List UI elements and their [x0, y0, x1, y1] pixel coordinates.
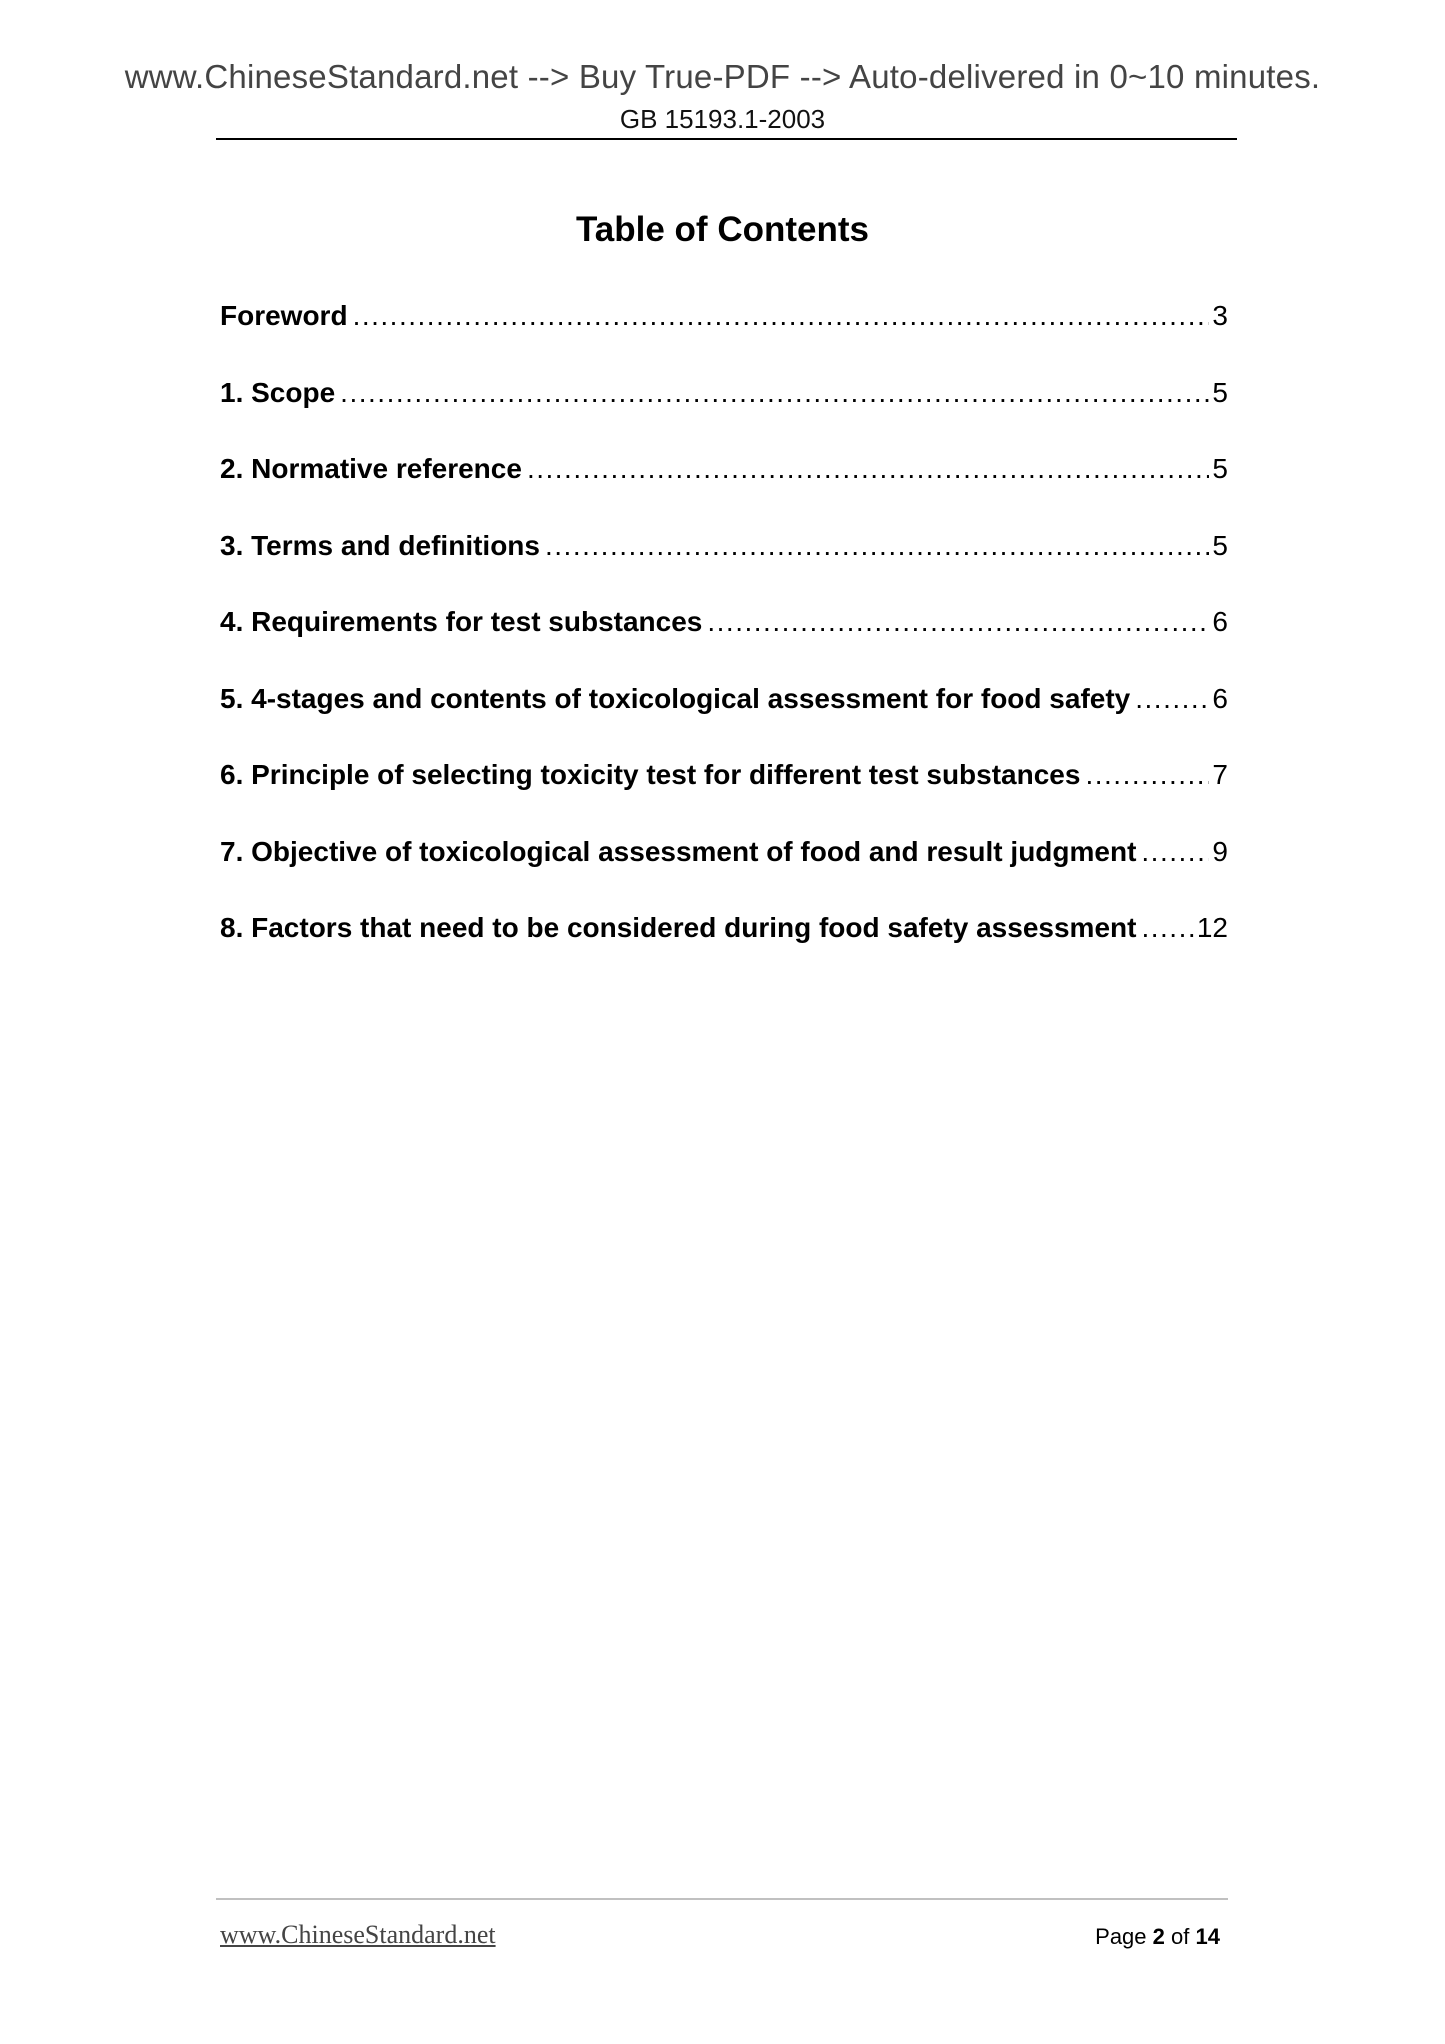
page-title: Table of Contents — [576, 210, 869, 249]
toc-entry-page: 5 — [1212, 453, 1228, 484]
toc-dot-leader — [1141, 908, 1193, 948]
table-of-contents — [220, 296, 1228, 985]
document-code: GB 15193.1-2003 — [619, 104, 826, 134]
toc-dot-leader — [353, 296, 1210, 336]
toc-entry-label: 3. Terms and definitions — [220, 529, 540, 561]
page-number — [1095, 1924, 1220, 1950]
toc-entry-foreword[interactable] — [220, 296, 1228, 373]
toc-entry-label: 2. Normative reference — [220, 453, 522, 484]
toc-entry-page: 5 — [1212, 376, 1228, 408]
footer-divider — [216, 1898, 1228, 1900]
toc-dot-leader — [1141, 832, 1209, 872]
toc-entry-label: 4. Requirements for test substances — [220, 606, 703, 637]
toc-dot-leader — [340, 373, 1209, 413]
toc-dot-leader — [1135, 679, 1209, 719]
toc-entry-label: 6. Principle of selecting toxicity test for different test substances — [220, 759, 1081, 790]
toc-dot-leader — [1085, 755, 1209, 795]
header-divider — [216, 138, 1237, 140]
toc-entry-selection-principle[interactable] — [220, 755, 1228, 832]
toc-entry-page: 9 — [1212, 835, 1228, 867]
toc-entry-objective[interactable] — [220, 832, 1228, 909]
toc-entry-page: 6 — [1212, 682, 1228, 714]
toc-entry-page: 6 — [1212, 606, 1228, 637]
toc-dot-leader — [707, 602, 1209, 642]
page-total: 14 — [1195, 1924, 1220, 1949]
page-of: of — [1171, 1924, 1190, 1949]
toc-entry-normative-reference[interactable] — [220, 449, 1228, 526]
toc-dot-leader — [527, 449, 1209, 489]
footer-site-link[interactable]: www.ChineseStandard.net — [220, 1920, 496, 1949]
toc-entry-requirements[interactable] — [220, 602, 1228, 679]
toc-entry-label: 1. Scope — [220, 376, 336, 408]
toc-entry-terms-and-definitions[interactable] — [220, 526, 1228, 603]
toc-dot-leader — [545, 526, 1209, 566]
toc-entry-page: 5 — [1212, 529, 1228, 561]
toc-entry-scope[interactable] — [220, 373, 1228, 450]
toc-entry-label: 5. 4-stages and contents of toxicological assessment for food safety — [220, 682, 1131, 714]
toc-entry-label: 8. Factors that need to be considered during food safety assessment — [220, 912, 1137, 943]
toc-entry-page: 7 — [1212, 759, 1228, 790]
page-current: 2 — [1152, 1924, 1165, 1949]
toc-entry-assessment-stages[interactable] — [220, 679, 1228, 756]
page-prefix: Page — [1095, 1924, 1147, 1949]
header-banner: www.ChineseStandard.net --> Buy True-PDF --> Auto-delivered in 0~10 minutes. — [124, 58, 1321, 95]
toc-entry-page: 12 — [1196, 912, 1228, 943]
toc-entry-page: 3 — [1212, 300, 1228, 331]
toc-entry-label: Foreword — [220, 300, 348, 331]
toc-entry-label: 7. Objective of toxicological assessment of food and result judgment — [220, 835, 1137, 867]
toc-entry-factors[interactable] — [220, 908, 1228, 985]
